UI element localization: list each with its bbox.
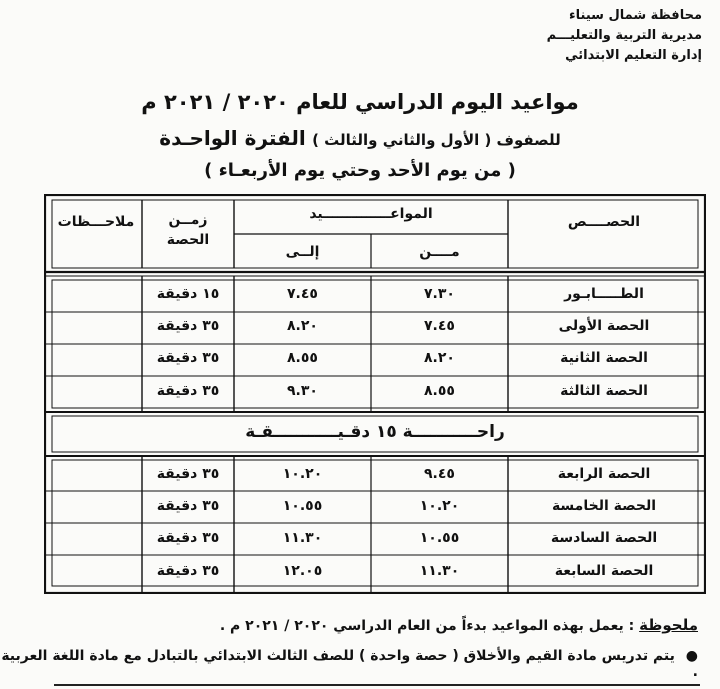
row-1-from: ٧.٣٠ — [424, 286, 455, 302]
row-6-duration: ٣٥ دقيقة — [156, 498, 220, 514]
row-5-to: ١٠.٢٠ — [282, 466, 323, 482]
note-line-2 — [0, 648, 698, 680]
row-5-from: ٩.٤٥ — [424, 466, 455, 482]
main-title: مواعيد اليوم الدراسي للعام ٢٠٢٠ / ٢٠٢١ م — [141, 90, 579, 114]
header-duration: زمــن الحصة — [166, 212, 210, 248]
bullet-icon: ● — [685, 648, 698, 664]
row-4-to: ٩.٣٠ — [287, 383, 318, 399]
break-row: راحـــــــــــة ١٥ دقـيـــــــــــقـة — [245, 422, 505, 442]
grades-title — [0, 126, 720, 150]
row-8-duration: ٣٥ دقيقة — [156, 563, 220, 579]
directorate-line: مديرية التربية والتعليـــم — [546, 28, 702, 43]
row-8-period: الحصة السابعة — [554, 563, 654, 579]
bottom-divider — [54, 684, 700, 686]
directorate-header — [547, 6, 702, 66]
governorate-line: محافظة شمال سيناء — [569, 8, 702, 23]
row-3-period: الحصة الثانية — [560, 350, 648, 366]
row-6-period: الحصة الخامسة — [551, 498, 657, 514]
schedule-table — [44, 194, 706, 594]
period-type: الفترة الواحـدة — [159, 126, 306, 150]
days-title: ( من يوم الأحد وحتي يوم الأربعـاء ) — [204, 160, 516, 181]
row-1-duration: ١٥ دقيقة — [156, 286, 220, 302]
row-5-period: الحصة الرابعة — [557, 466, 651, 482]
row-4-duration: ٣٥ دقيقة — [156, 383, 220, 399]
row-7-from: ١٠.٥٥ — [419, 530, 460, 546]
header-from: مــــن — [419, 244, 460, 260]
header-to: إلــى — [285, 244, 320, 260]
row-3-duration: ٣٥ دقيقة — [156, 350, 220, 366]
row-8-from: ١١.٣٠ — [419, 563, 460, 579]
row-4-period: الحصة الثالثة — [560, 383, 648, 399]
row-3-to: ٨.٥٥ — [287, 350, 318, 366]
header-times: المواعــــــــــــــيد — [309, 206, 433, 222]
note-line-1 — [220, 616, 698, 634]
note-text-1: : يعمل بهذه المواعيد بدءاً من العام الدراسي ٢٠٢٠ / ٢٠٢١ م . — [219, 618, 635, 634]
administration-line: إدارة التعليم الابتدائي — [565, 48, 702, 63]
row-2-to: ٨.٢٠ — [287, 318, 318, 334]
note-text-2: يتم تدريس مادة القيم والأخلاق ( حصة واحدة ) للصف الثالث الابتدائي بالتبادل مع مادة اللغة العربية . — [1, 648, 698, 680]
grades-text: للصفوف ( الأول والثاني والثالث ) — [312, 131, 561, 149]
row-2-duration: ٣٥ دقيقة — [156, 318, 220, 334]
row-1-to: ٧.٤٥ — [287, 286, 318, 302]
row-8-to: ١٢.٠٥ — [282, 563, 323, 579]
row-2-period: الحصة الأولى — [558, 318, 650, 334]
row-7-to: ١١.٣٠ — [282, 530, 323, 546]
row-2-from: ٧.٤٥ — [424, 318, 455, 334]
row-7-duration: ٣٥ دقيقة — [156, 530, 220, 546]
row-7-period: الحصة السادسة — [550, 530, 658, 546]
header-notes: ملاحـــظات — [57, 214, 135, 230]
row-1-period: الطـــــابـور — [564, 286, 644, 302]
row-5-duration: ٣٥ دقيقة — [156, 466, 220, 482]
row-4-from: ٨.٥٥ — [424, 383, 455, 399]
header-periods: الحصــــص — [567, 214, 641, 230]
row-3-from: ٨.٢٠ — [424, 350, 455, 366]
note-label: ملحوظة — [639, 616, 698, 634]
row-6-to: ١٠.٥٥ — [282, 498, 323, 514]
row-6-from: ١٠.٢٠ — [419, 498, 460, 514]
